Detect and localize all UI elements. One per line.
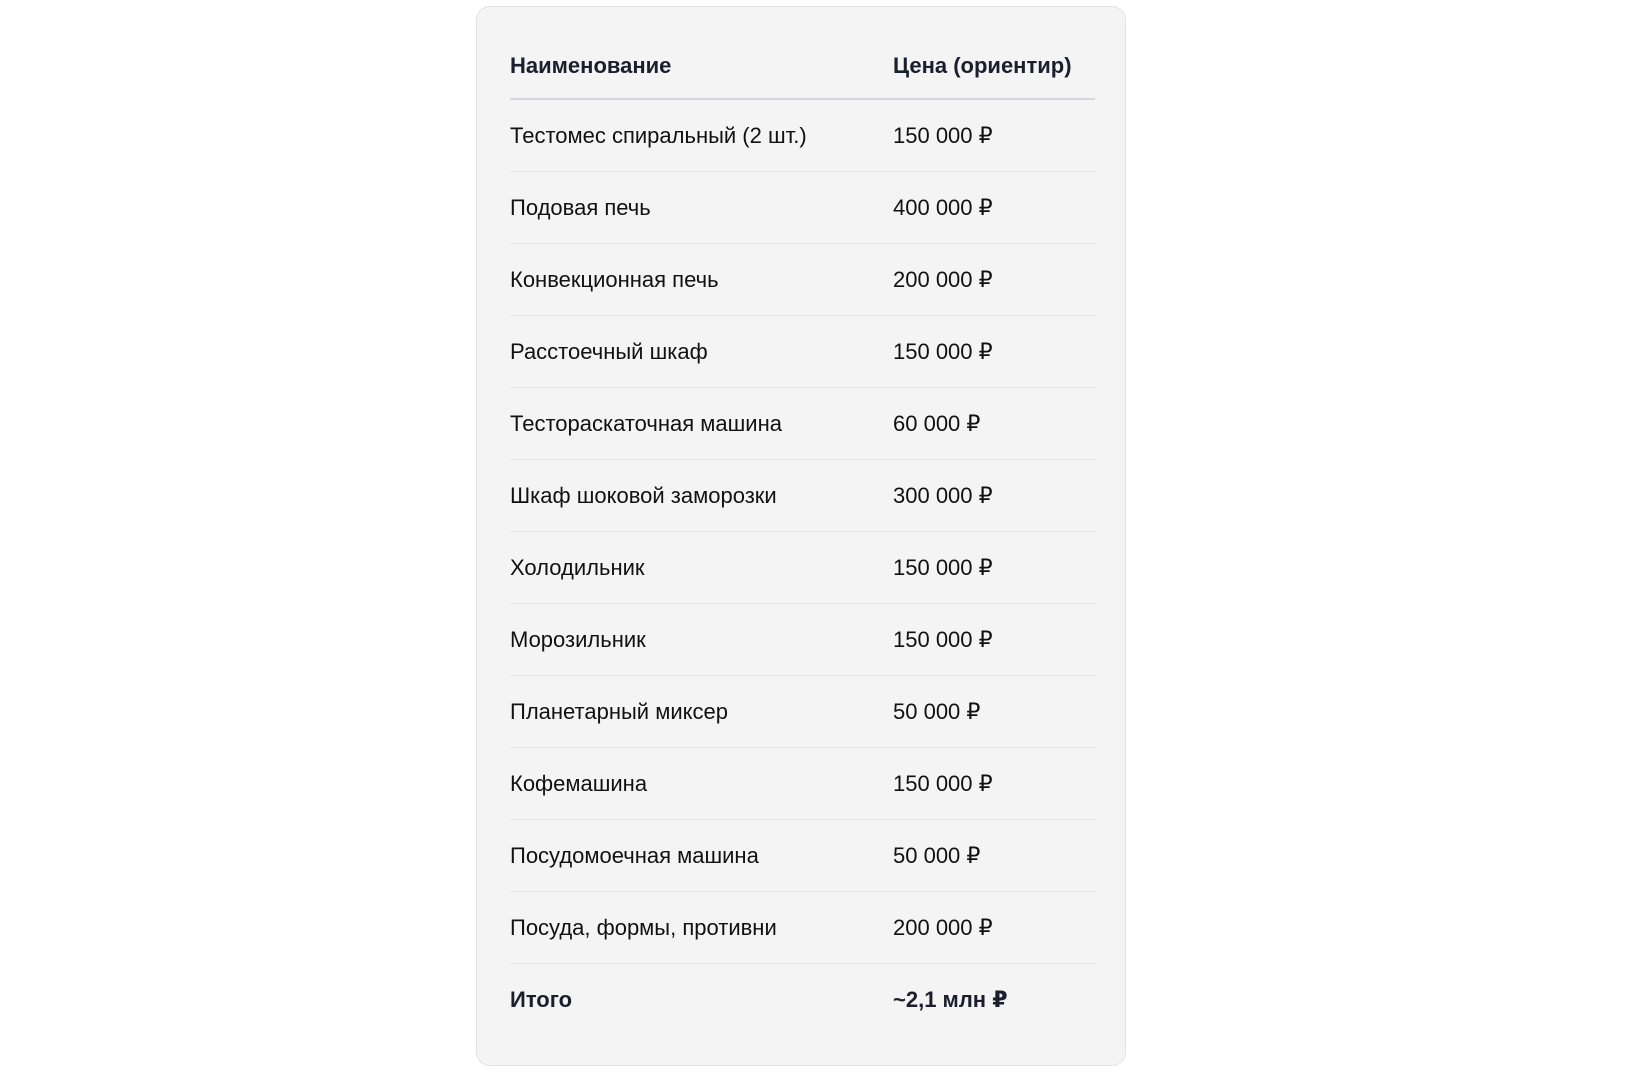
item-name: Планетарный миксер bbox=[510, 676, 893, 748]
item-price: 400 000 ₽ bbox=[893, 172, 1095, 244]
total-row bbox=[510, 964, 1095, 1036]
total-price: ~2,1 млн ₽ bbox=[893, 986, 1008, 1012]
table-row bbox=[510, 820, 1095, 892]
table-row bbox=[510, 388, 1095, 460]
item-price: 200 000 ₽ bbox=[893, 244, 1095, 316]
equipment-price-table bbox=[510, 33, 1095, 1035]
item-name: Посудомоечная машина bbox=[510, 820, 893, 892]
table-header-row bbox=[510, 33, 1095, 99]
table-row bbox=[510, 604, 1095, 676]
table-row bbox=[510, 676, 1095, 748]
item-name: Тестомес спиральный (2 шт.) bbox=[510, 99, 893, 172]
item-price: 50 000 ₽ bbox=[893, 820, 1095, 892]
table-row bbox=[510, 892, 1095, 964]
item-name: Шкаф шоковой заморозки bbox=[510, 460, 893, 532]
column-header-name: Наименование bbox=[510, 33, 893, 99]
item-name: Кофемашина bbox=[510, 748, 893, 820]
item-name: Морозильник bbox=[510, 604, 893, 676]
column-header-price: Цена (ориентир) bbox=[893, 33, 1095, 99]
table-row bbox=[510, 99, 1095, 172]
item-name: Холодильник bbox=[510, 532, 893, 604]
total-label: Итого bbox=[510, 986, 573, 1012]
table-row bbox=[510, 460, 1095, 532]
table-row bbox=[510, 316, 1095, 388]
item-name: Расстоечный шкаф bbox=[510, 316, 893, 388]
item-price: 150 000 ₽ bbox=[893, 99, 1095, 172]
equipment-table-card bbox=[476, 6, 1126, 1066]
table-row bbox=[510, 172, 1095, 244]
item-price: 300 000 ₽ bbox=[893, 460, 1095, 532]
item-price: 60 000 ₽ bbox=[893, 388, 1095, 460]
item-name: Конвекционная печь bbox=[510, 244, 893, 316]
item-price: 50 000 ₽ bbox=[893, 676, 1095, 748]
item-name: Подовая печь bbox=[510, 172, 893, 244]
table-row bbox=[510, 532, 1095, 604]
item-price: 150 000 ₽ bbox=[893, 604, 1095, 676]
item-price: 150 000 ₽ bbox=[893, 316, 1095, 388]
item-price: 200 000 ₽ bbox=[893, 892, 1095, 964]
item-price: 150 000 ₽ bbox=[893, 532, 1095, 604]
table-row bbox=[510, 748, 1095, 820]
item-price: 150 000 ₽ bbox=[893, 748, 1095, 820]
item-name: Тестораскаточная машина bbox=[510, 388, 893, 460]
table-row bbox=[510, 244, 1095, 316]
item-name: Посуда, формы, противни bbox=[510, 892, 893, 964]
